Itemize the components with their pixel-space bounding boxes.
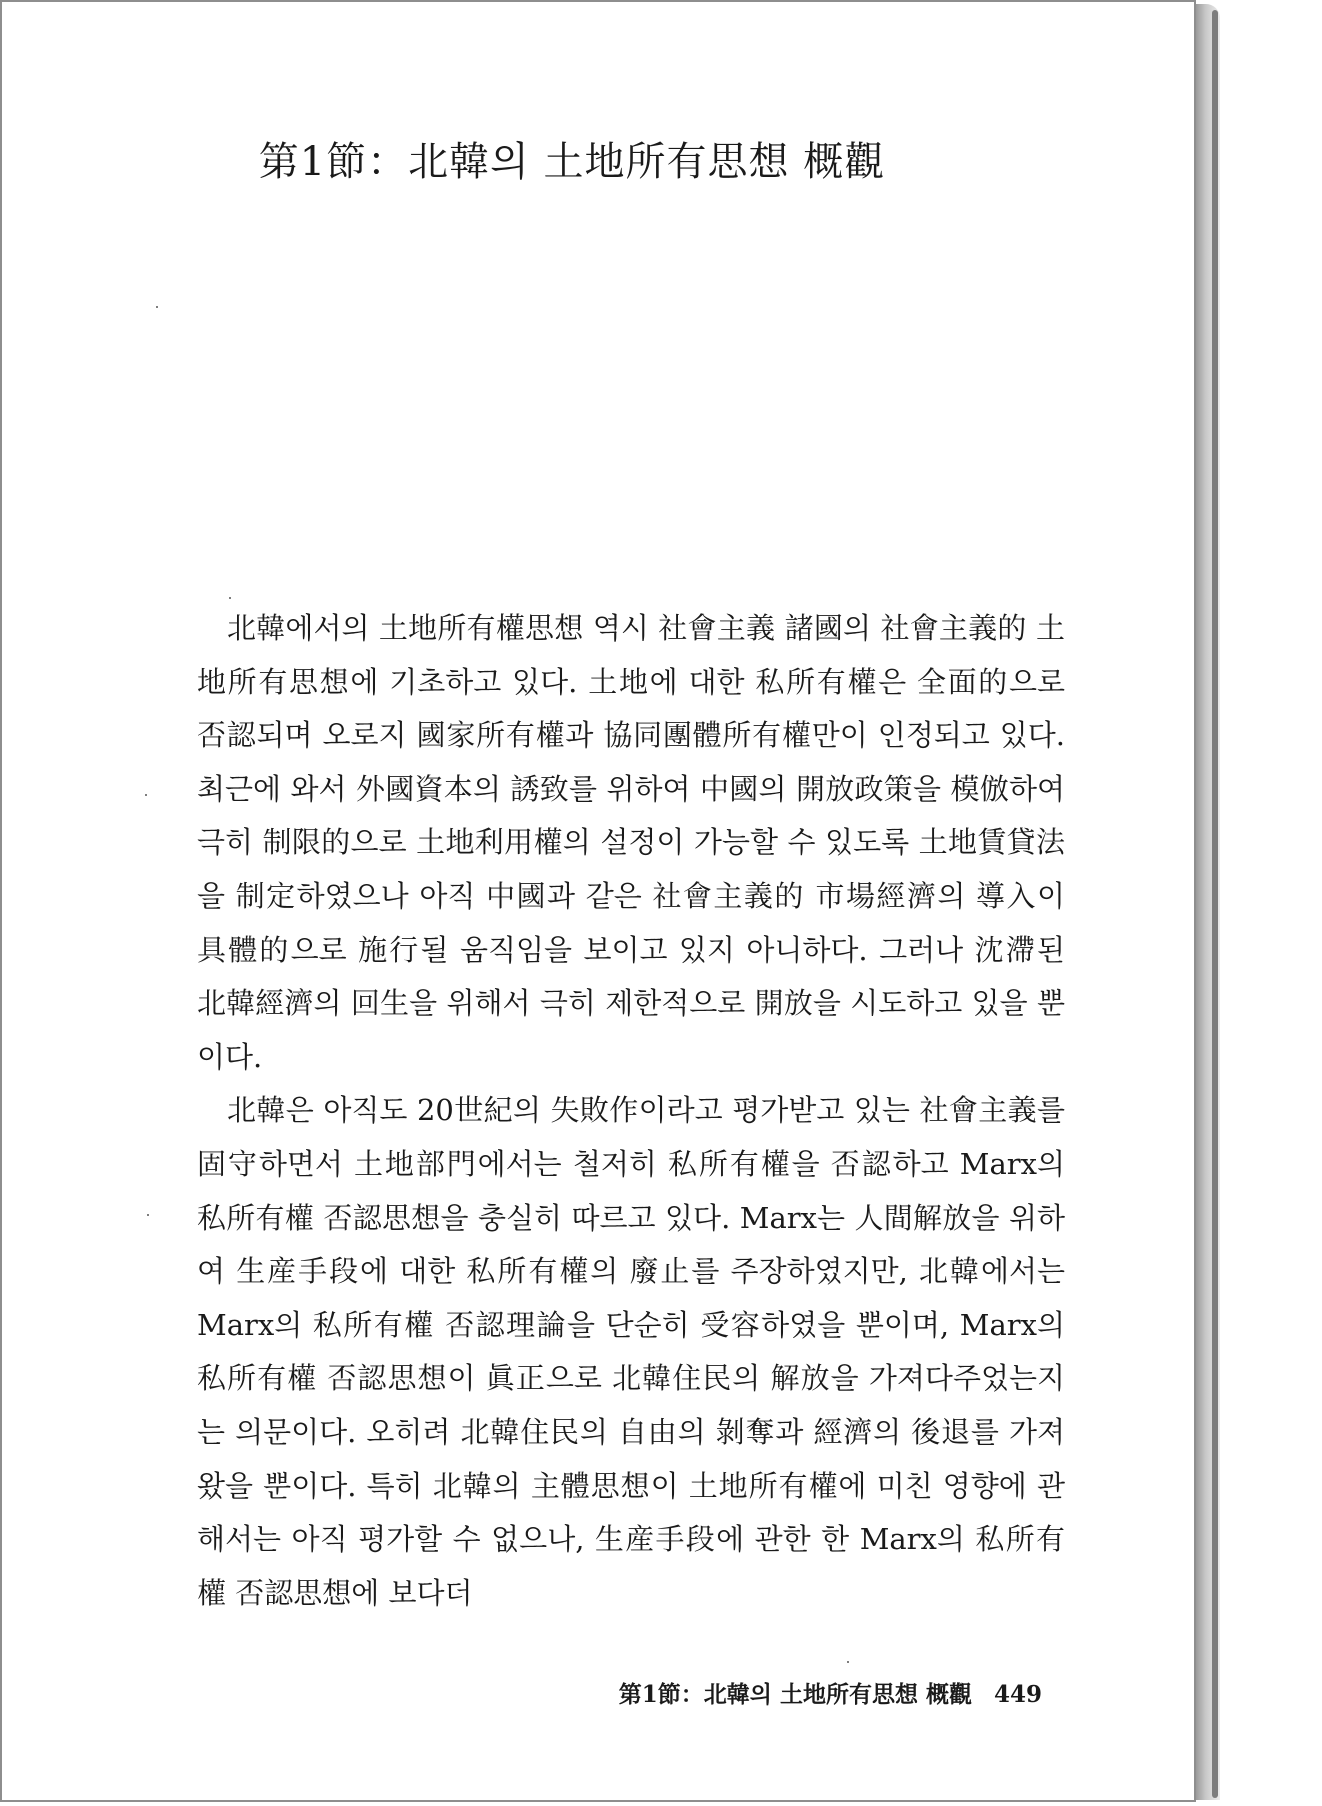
scan-speck <box>156 306 158 308</box>
scan-speck <box>145 794 147 796</box>
chapter-title: 第1節：北韓의 土地所有思想 概觀 <box>258 139 886 185</box>
scan-speck <box>847 1661 849 1663</box>
scan-speck <box>147 1214 149 1216</box>
page-number: 449 <box>993 1681 1042 1708</box>
paragraph-2: 北韓은 아직도 20世紀의 失敗作이라고 평가받고 있는 社會主義를 固守하면서 土地部門에서는 철저히 私所有權을 否認하고 Marx의 私所有權 否認思想을 충실히 따르고 있다. Marx는 人間解放을 위하여 生産手段에 대한 私所有權의 廢止를 주장하였지만, 北韓에서는 Marx의 私所有權 否認理論을 단순히 受容하였을 뿐이며, Marx의 私所有權 否認思想이 眞正으로 北韓住民의 解放을 가져다주었는지는 의문이다. 오히려 北韓住民의 自由의 剝奪과 經濟의 後退를 가져왔을 뿐이다. 특히 北韓의 主體思想이 土地所有權에 미친 영향에 관해서는 아직 평가할 수 없으나, 生産手段에 관한 한 Marx의 私所有權 否認思想에 보다더 <box>197 1093 1065 1610</box>
body-text <box>197 602 1065 1620</box>
footer-running-title: 第1節：北韓의 土地所有思想 概觀 <box>618 1681 972 1708</box>
page-curl-edge <box>1212 10 1218 1798</box>
running-footer <box>562 1676 1042 1709</box>
scan-speck <box>229 597 231 599</box>
paragraph-1: 北韓에서의 土地所有權思想 역시 社會主義 諸國의 社會主義的 土地所有思想에 기초하고 있다. 土地에 대한 私所有權은 全面的으로 否認되며 오로지 國家所有權과 協同團體所有權만이 인정되고 있다. 최근에 와서 外國資本의 誘致를 위하여 中國의 開放政策을 模倣하여 극히 制限的으로 土地利用權의 설정이 가능할 수 있도록 土地賃貸法을 制定하였으나 아직 中國과 같은 社會主義的 市場經濟의 導入이 具體的으로 施行될 움직임을 보이고 있지 아니하다. 그러나 沈滯된 北韓經濟의 回生을 위해서 극히 제한적으로 開放을 시도하고 있을 뿐이다. <box>197 611 1065 1074</box>
